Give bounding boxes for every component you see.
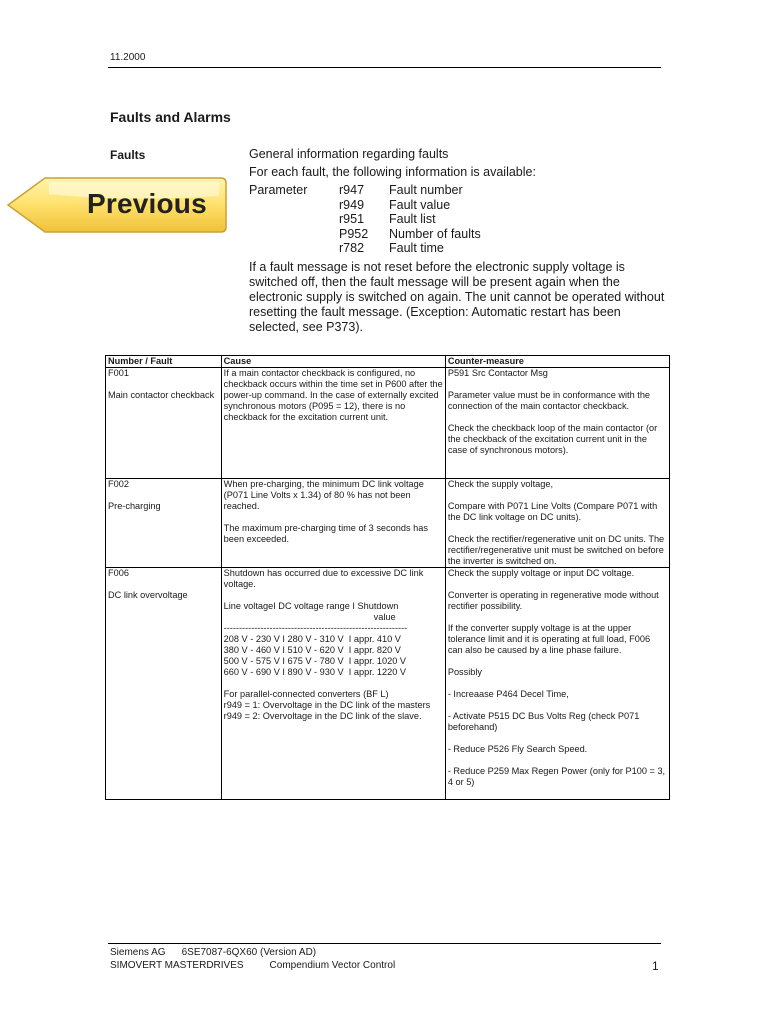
- parameter-desc: Fault value: [389, 198, 451, 212]
- countermeasure-text: - Activate P515 DC Bus Volts Reg (check P071 beforehand): [447, 711, 640, 732]
- fault-name: DC link overvoltage: [108, 590, 188, 600]
- voltage-table-row: 380 V - 460 V I 510 V - 620 V I appr. 820 V: [223, 645, 401, 655]
- parameter-code: r782: [339, 241, 365, 255]
- footer-rule: [108, 943, 661, 944]
- countermeasure-cell: [445, 479, 669, 568]
- col-header-number: Number / Fault: [106, 356, 222, 368]
- countermeasure-text: Compare with P071 Line Volts (Compare P071 with the DC link voltage on DC units).: [447, 501, 658, 522]
- intro-paragraph: If a fault message is not reset before the electronic supply voltage is switched off, then the fault message will be present again when the electronic supply is switched on again. The unit cannot be operated without resetting the fault message. (Exception: Automatic restart has been selected, see P373).: [249, 260, 665, 334]
- countermeasure-text: Check the supply voltage or input DC voltage.: [447, 568, 635, 578]
- table-row: [106, 368, 670, 479]
- header-rule: [108, 67, 661, 68]
- parameter-desc: Number of faults: [389, 227, 481, 241]
- fault-number: F006: [108, 568, 129, 578]
- voltage-table-row: 500 V - 575 V I 675 V - 780 V I appr. 1020 V: [223, 656, 406, 666]
- previous-button[interactable]: [5, 176, 229, 234]
- footer-company: Siemens AG: [110, 947, 166, 958]
- section-title: Faults and Alarms: [110, 109, 231, 125]
- table-header-row: [106, 356, 670, 368]
- countermeasure-text: Parameter value must be in conformance with the connection of the main contactor checkback.: [447, 390, 651, 411]
- voltage-table-head-cont: value: [373, 612, 396, 622]
- voltage-range-table: [224, 601, 443, 678]
- footer-line-2: [110, 960, 395, 971]
- intro-text: [249, 147, 669, 335]
- table-row: [106, 479, 670, 568]
- fault-number-cell: [106, 368, 222, 479]
- footer-line-1: [110, 947, 316, 958]
- countermeasure-text: Check the supply voltage,: [447, 479, 554, 489]
- cause-cell: [221, 368, 445, 479]
- parameter-desc: Fault time: [389, 241, 444, 255]
- footer-doc-number: 6SE7087-6QX60 (Version AD): [181, 947, 317, 958]
- fault-number: F001: [108, 368, 129, 378]
- intro-line-2: For each fault, the following information is available:: [249, 165, 536, 179]
- countermeasure-text: Converter is operating in regenerative mode without rectifier possibility.: [447, 590, 659, 611]
- parameter-desc: Fault list: [389, 212, 436, 226]
- cause-text: Shutdown has occurred due to excessive DC link voltage.: [223, 568, 424, 589]
- cause-cell: [221, 479, 445, 568]
- faults-subtitle: Faults: [110, 148, 146, 162]
- countermeasure-cell: [445, 568, 669, 800]
- countermeasure-text: - Reduce P259 Max Regen Power (only for P100 = 3, 4 or 5): [447, 766, 666, 787]
- parameter-code: r947: [339, 183, 365, 197]
- voltage-table-row: 660 V - 690 V I 890 V - 930 V I appr. 1220 V: [223, 667, 406, 677]
- cause-cell: [221, 568, 445, 800]
- parameter-label: Parameter: [249, 183, 308, 197]
- parameter-code: r951: [339, 212, 365, 226]
- footer-manual: Compendium Vector Control: [269, 960, 396, 971]
- col-header-countermeasure: Counter-measure: [445, 356, 669, 368]
- countermeasure-text: Check the rectifier/regenerative unit on DC units. The rectifier/regenerative unit must be switched on before the inverter is switched on.: [447, 534, 665, 566]
- voltage-table-row: 208 V - 230 V I 280 V - 310 V I appr. 410 V: [223, 634, 401, 644]
- parameter-code: r949: [339, 198, 365, 212]
- fault-number: F002: [108, 479, 129, 489]
- intro-line-1: General information regarding faults: [249, 147, 449, 161]
- parameter-code: P952: [339, 227, 369, 241]
- cause-text: The maximum pre-charging time of 3 seconds has been exceeded.: [223, 523, 428, 544]
- countermeasure-text: Possibly: [447, 667, 483, 677]
- parameter-list: [249, 183, 669, 256]
- countermeasure-text: If the converter supply voltage is at the upper tolerance limit and it is operating at full load, F006 can also be caused by a line phase failure.: [447, 623, 651, 655]
- voltage-table-separator: ------------------------------------------------------------: [223, 623, 408, 633]
- countermeasure-text: - Reduce P526 Fly Search Speed.: [447, 744, 588, 754]
- countermeasure-text: P591 Src Contactor Msg: [447, 368, 548, 378]
- countermeasure-cell: [445, 368, 669, 479]
- fault-name: Main contactor checkback: [108, 390, 215, 400]
- faults-table: [105, 355, 670, 800]
- fault-number-cell: [106, 568, 222, 800]
- previous-label: Previous: [87, 188, 207, 219]
- parameter-desc: Fault number: [389, 183, 463, 197]
- parallel-note-title: For parallel-connected converters (BF L): [223, 689, 389, 699]
- col-header-cause: Cause: [221, 356, 445, 368]
- countermeasure-text: - Increaase P464 Decel Time,: [447, 689, 569, 699]
- page-number: 1: [652, 959, 659, 973]
- parallel-note-master: r949 = 1: Overvoltage in the DC link of the masters: [223, 700, 431, 710]
- voltage-table-head: Line voltageI DC voltage range I Shutdown: [223, 601, 399, 611]
- footer-product: SIMOVERT MASTERDRIVES: [110, 960, 244, 971]
- cause-text: If a main contactor checkback is configured, no checkback occurs within the time set in P600 after the power-up command. In the case of externally excited synchronous motors (P095 = 12), there is no checkback for the excitation current unit.: [223, 368, 443, 422]
- cause-text: When pre-charging, the minimum DC link voltage (P071 Line Volts x 1.34) of 80 % has not been reached.: [223, 479, 424, 511]
- parallel-note-slave: r949 = 2: Overvoltage in the DC link of the slave.: [223, 711, 422, 721]
- fault-name: Pre-charging: [108, 501, 161, 511]
- fault-number-cell: [106, 479, 222, 568]
- header-date: 11.2000: [110, 52, 146, 63]
- countermeasure-text: Check the checkback loop of the main contactor (or the checkback of the excitation current unit in the case of synchronous motors).: [447, 423, 658, 455]
- table-row: [106, 568, 670, 800]
